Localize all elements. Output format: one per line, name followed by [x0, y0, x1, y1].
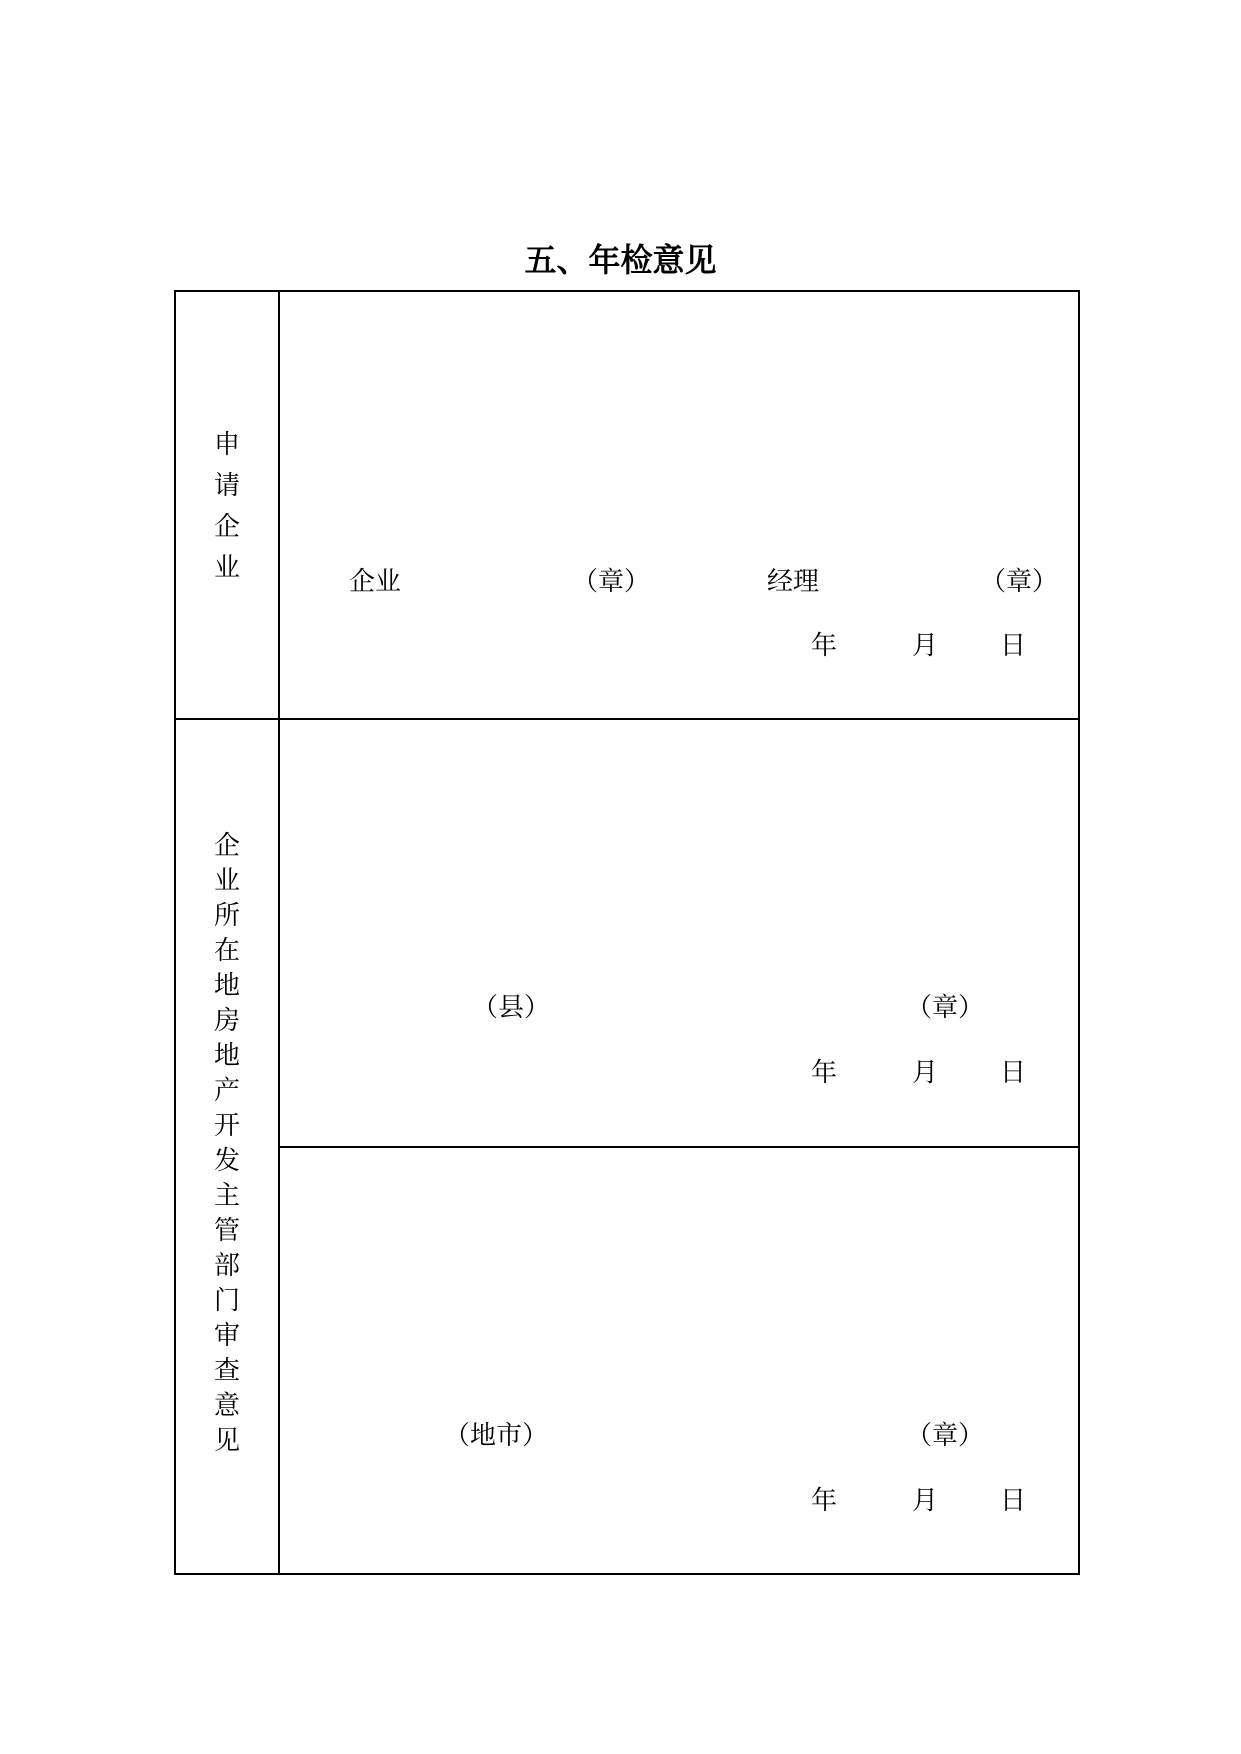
city-date-month: 月: [912, 1486, 939, 1516]
company-seal: （章）: [572, 567, 651, 597]
page-title: 五、年检意见: [524, 241, 717, 279]
side-label-applicant: 申请企业: [213, 430, 240, 583]
table-border-top: [174, 290, 1080, 292]
county-date-month: 月: [912, 1058, 939, 1088]
side-label-authority: 企业所在地房地产开发主管部门审查意见: [213, 831, 240, 1456]
table-border-left: [174, 290, 176, 1575]
city-date-day: 日: [1000, 1486, 1027, 1516]
county-date-year: 年: [811, 1058, 838, 1088]
table-border-right: [1078, 290, 1080, 1575]
county-seal: （章）: [906, 993, 985, 1023]
manager-seal: （章）: [980, 567, 1059, 597]
date-year-label: 年: [811, 631, 838, 661]
county-label: （县）: [472, 993, 551, 1023]
city-seal: （章）: [906, 1421, 985, 1451]
table-border-bottom: [174, 1573, 1080, 1575]
table-row-divider-2: [278, 1146, 1080, 1148]
city-date-year: 年: [811, 1486, 838, 1516]
city-label: （地市）: [444, 1421, 549, 1451]
date-month-label: 月: [912, 631, 939, 661]
date-day-label: 日: [1000, 631, 1027, 661]
county-date-day: 日: [1000, 1058, 1027, 1088]
manager-label: 经理: [767, 567, 820, 597]
table-row-divider-1: [174, 718, 1080, 720]
table-column-divider: [278, 290, 280, 1575]
company-label: 企业: [349, 567, 402, 597]
